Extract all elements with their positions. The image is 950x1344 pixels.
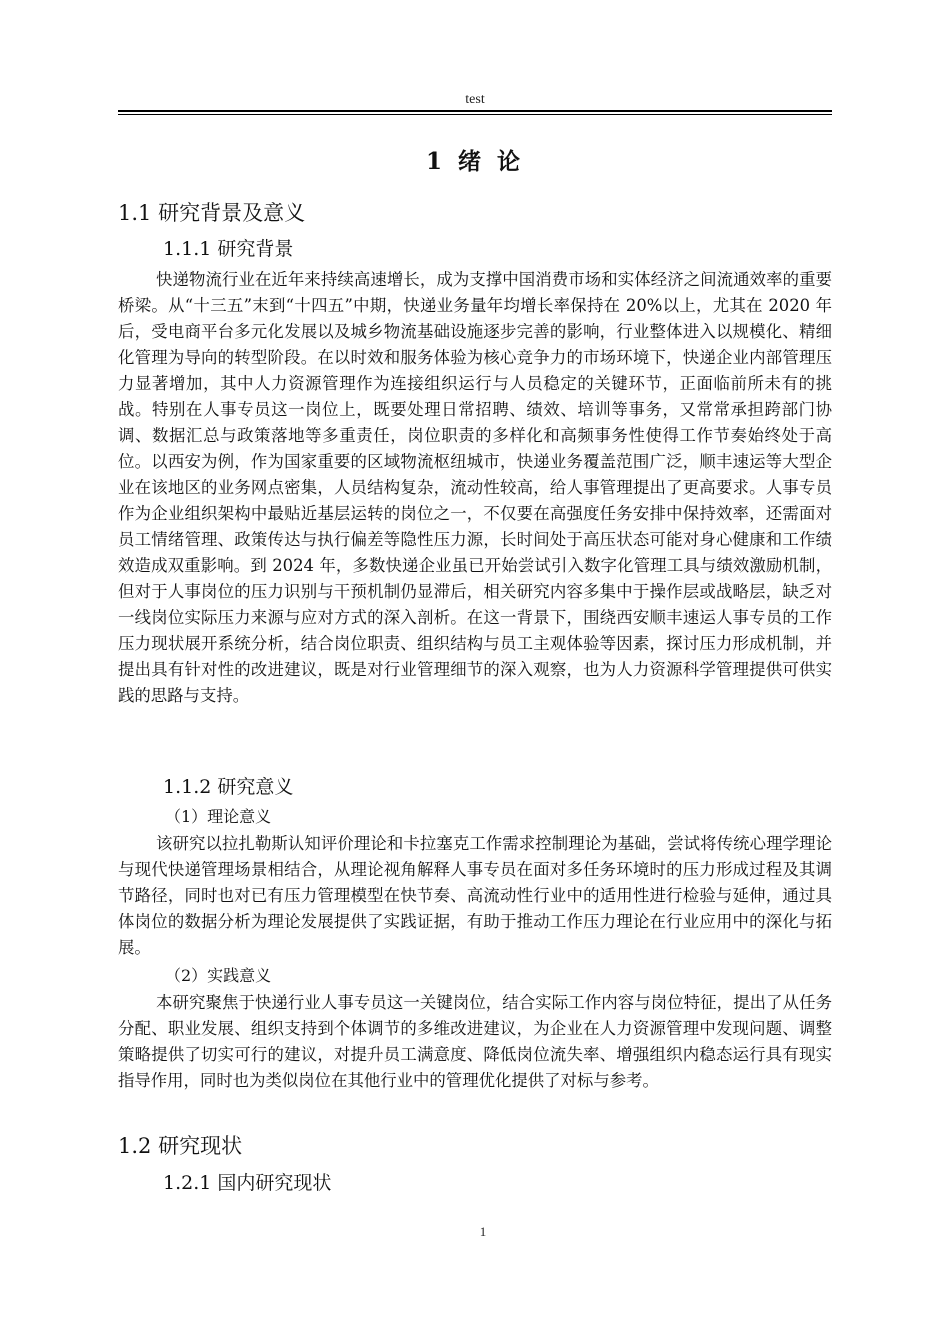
subsection-heading-1-1-1: 1.1.1 研究背景 [163, 238, 294, 260]
sub-heading-theory-significance: （1）理论意义 [165, 807, 272, 826]
paragraph-practice-significance: 本研究聚焦于快递行业人事专员这一关键岗位，结合实际工作内容与岗位特征，提出了从任务分配、职业发展、组织支持到个体调节的多维改进建议，为企业在人力资源管理中发现问题、调整策略提供了切实可行的建议，对提升员工满意度、降低岗位流失率、增强组织内稳态运行具有现实指导作用，同时也为类似岗位在其他行业中的管理优化提供了对标与参考。 [118, 993, 832, 1090]
page-number: 1 [479, 1224, 487, 1239]
chapter-title: 1 绪 论 [425, 148, 525, 175]
paragraph-theory-significance: 该研究以拉扎勒斯认知评价理论和卡拉塞克工作需求控制理论为基础，尝试将传统心理学理论与现代快递管理场景相结合，从理论视角解释人事专员在面对多任务环境时的压力形成过程及其调节路径，同时也对已有压力管理模型在快节奏、高流动性行业中的适用性进行检验与延伸，通过具体岗位的数据分析为理论发展提供了实践证据，有助于推动工作压力理论在行业应用中的深化与拓展。 [118, 834, 832, 957]
running-header: test [465, 92, 485, 107]
subsection-heading-1-1-2: 1.1.2 研究意义 [163, 776, 294, 798]
header-rule-thick [118, 110, 832, 112]
section-heading-1-2: 1.2 研究现状 [118, 1134, 243, 1158]
section-heading-1-1: 1.1 研究背景及意义 [118, 201, 306, 225]
sub-heading-practice-significance: （2）实践意义 [165, 966, 272, 985]
paragraph-research-background: 快递物流行业在近年来持续高速增长，成为支撑中国消费市场和实体经济之间流通效率的重要桥梁。从“十三五”末到“十四五”中期，快递业务量年均增长率保持在 20%以上，尤其在 2020 年后，受电商平台多元化发展以及城乡物流基础设施逐步完善的影响，行业整体进入以规模化、精细化管理为导向的转型阶段。在以时效和服务体验为核心竞争力的市场环境下，快递企业内部管理压力显著增加，其中人力资源管理作为连接组织运行与人员稳定的关键环节，正面临前所未有的挑战。特别在人事专员这一岗位上，既要处理日常招聘、绩效、培训等事务，又常常承担跨部门协调、数据汇总与政策落地等多重责任，岗位职责的多样化和高频事务性使得工作节奏始终处于高位。以西安为例，作为国家重要的区域物流枢纽城市，快递业务覆盖范围广泛，顺丰速运等大型企业在该地区的业务网点密集，人员结构复杂，流动性较高，给人事管理提出了更高要求。人事专员作为企业组织架构中最贴近基层运转的岗位之一，不仅要在高强度任务安排中保持效率，还需面对员工情绪管理、政策传达与执行偏差等隐性压力源，长时间处于高压状态可能对身心健康和工作绩效造成双重影响。到 2024 年，多数快递企业虽已开始尝试引入数字化管理工具与绩效激励机制，但对于人事岗位的压力识别与干预机制仍显滞后，相关研究内容多集中于操作层或战略层，缺乏对一线岗位实际压力来源与应对方式的深入剖析。在这一背景下，围绕西安顺丰速运人事专员的工作压力现状展开系统分析，结合岗位职责、组织结构与员工主观体验等因素，探讨压力形成机制，并提出具有针对性的改进建议，既是对行业管理细节的深入观察，也为人力资源科学管理提供可供实践的思路与支持。 [118, 270, 832, 705]
header-rule-thin [118, 114, 832, 115]
subsection-heading-1-2-1: 1.2.1 国内研究现状 [163, 1172, 332, 1194]
